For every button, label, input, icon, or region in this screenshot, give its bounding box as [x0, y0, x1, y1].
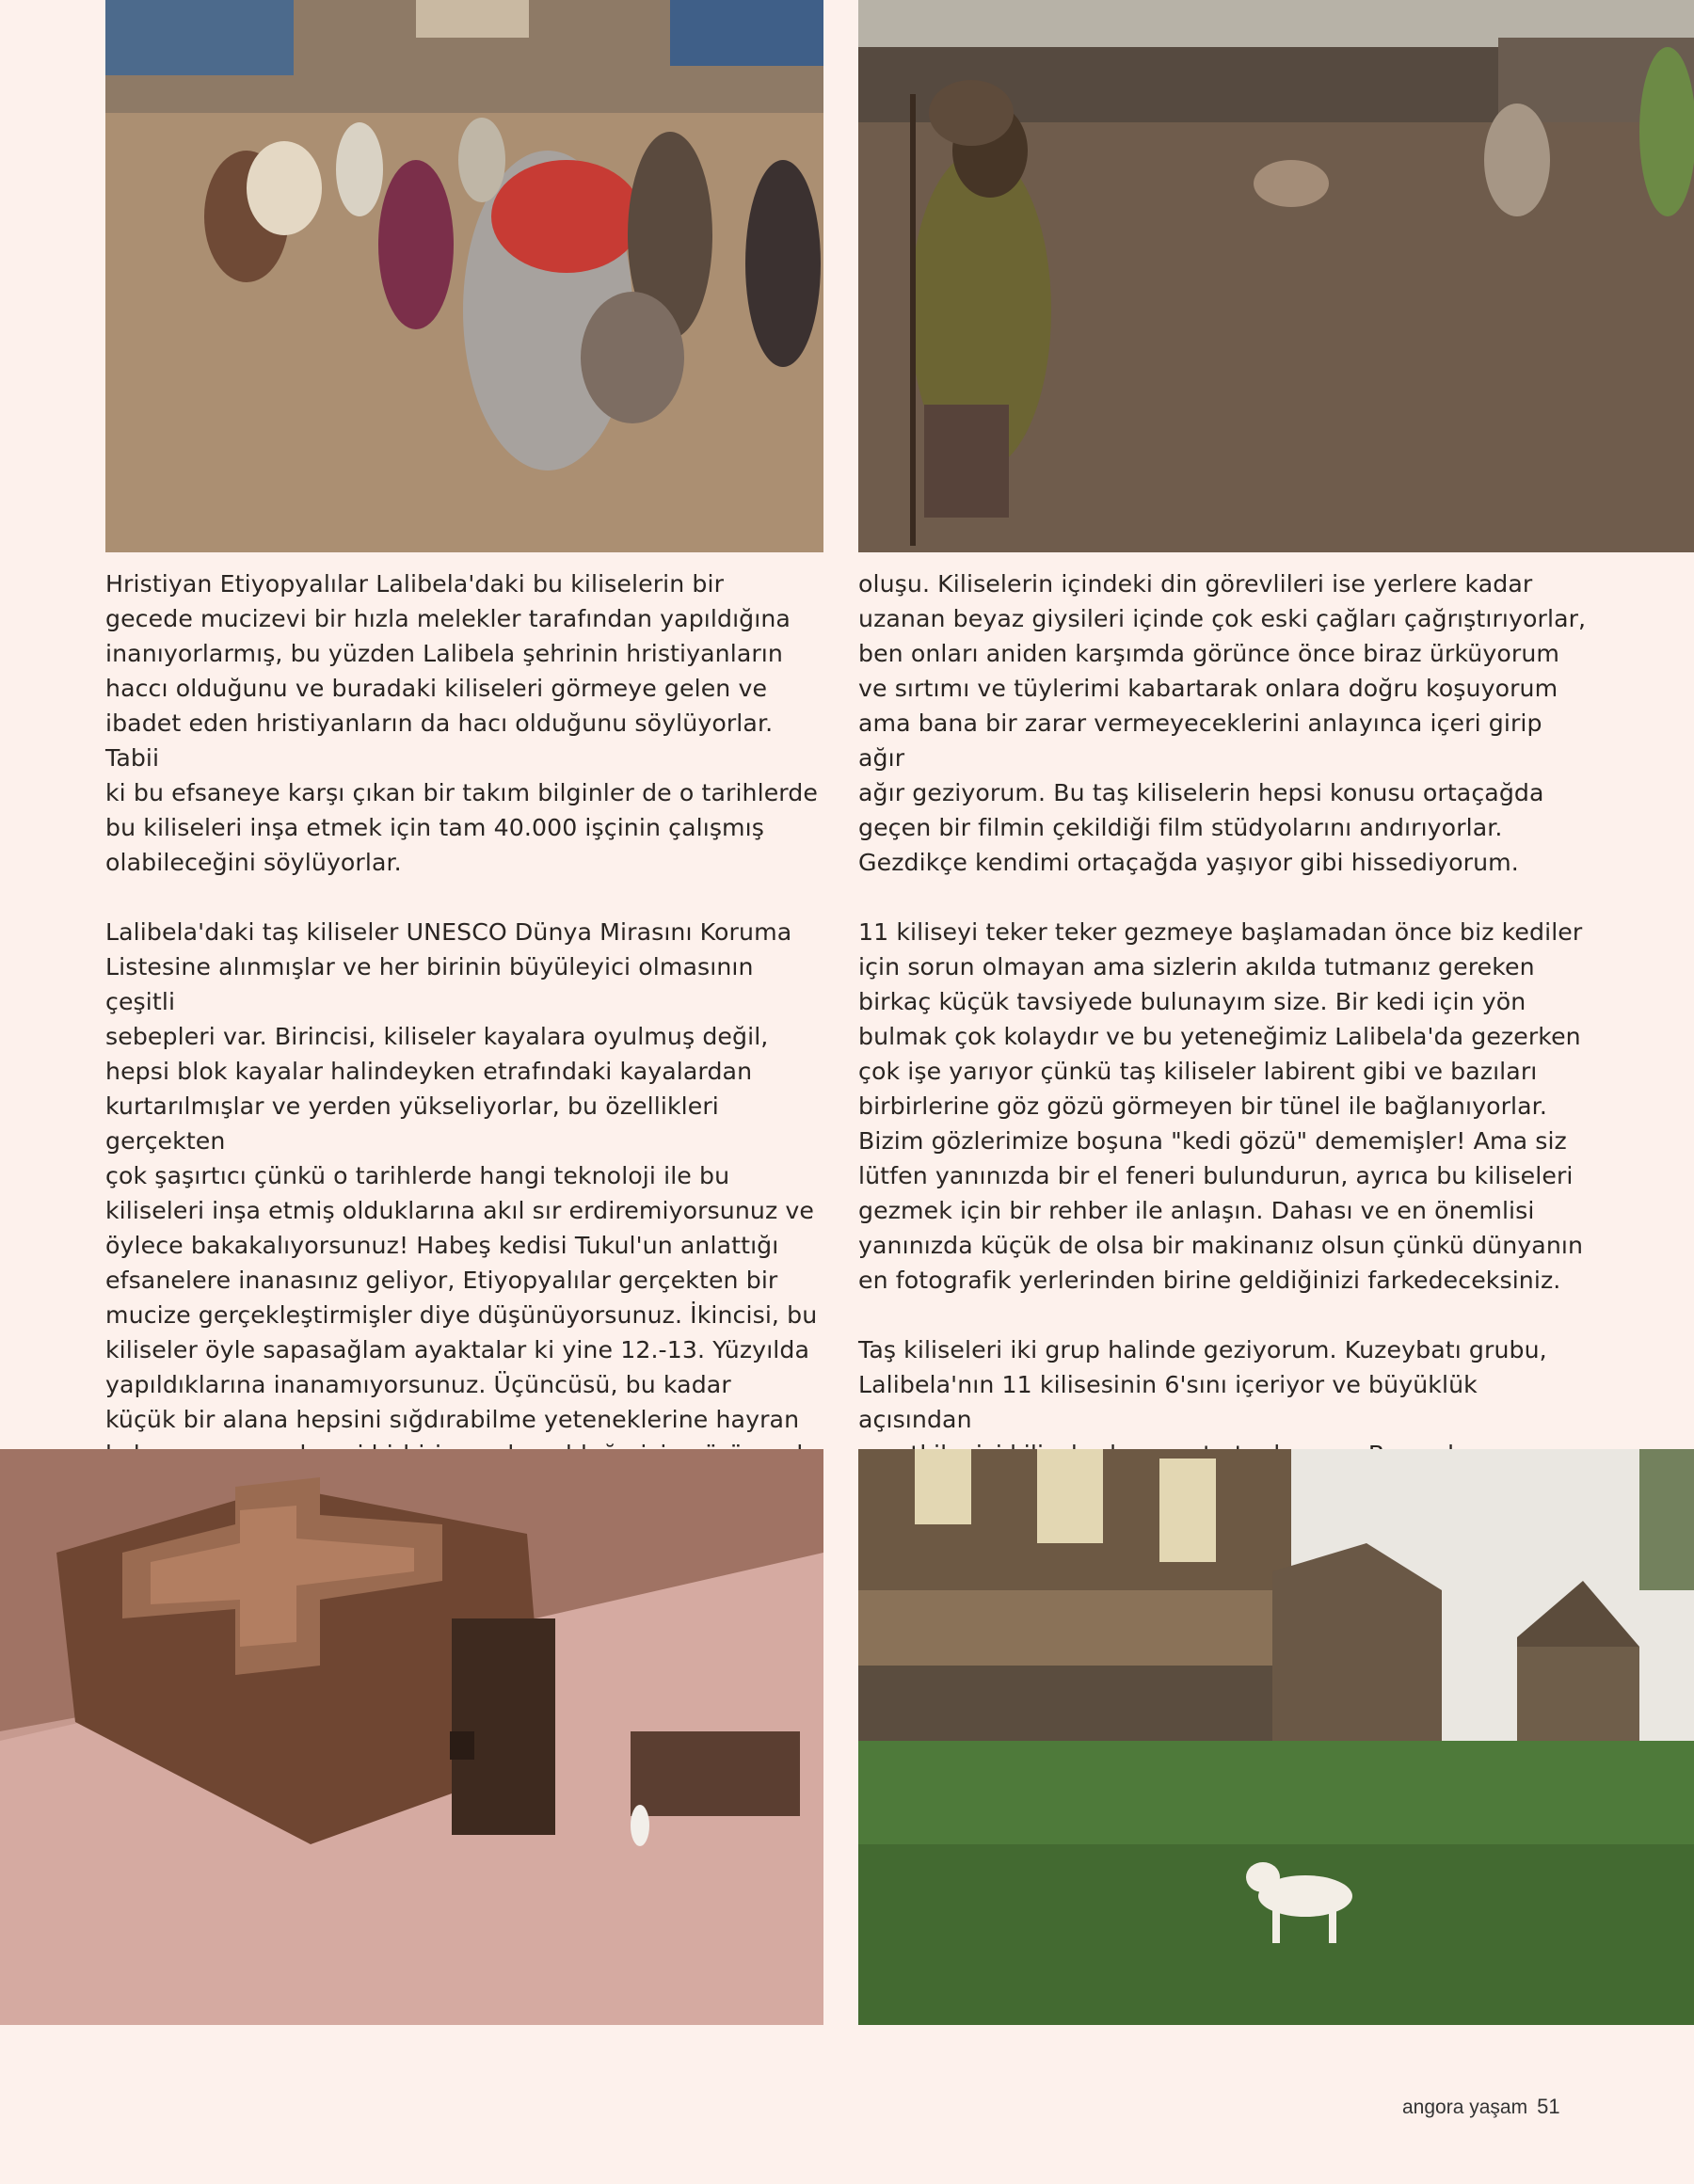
article-column-left: [105, 566, 830, 1576]
magazine-name: angora yaşam: [1402, 2096, 1528, 2118]
cat-on-grass-photo: [858, 1449, 1694, 2025]
page-footer: [1402, 2095, 1560, 2119]
article-column-right: [858, 566, 1592, 1541]
rock-hewn-church-photo: [0, 1449, 823, 2025]
paragraph: oluşu. Kiliselerin içindeki din görevlileri ise yerlere kadar uzanan beyaz giysileri içinde çok eski çağları çağrıştırıyorlar, ben onları aniden karşımda görünce önce biraz ürküyorum ve sırtımı ve tüylerimi kabartarak onlara doğru koşuyorum ama bana bir zarar vermeyeceklerini anlayınca içeri girip ağır ağır geziyorum. Bu taş kiliselerin hepsi konusu ortaçağda geçen bir filmin çekildiği film stüdyolarını andırıyorlar. Gezdikçe kendimi ortaçağda yaşıyor gibi hissediyorum.: [858, 570, 1587, 876]
pilgrims-crowd-photo: [105, 0, 823, 552]
paragraph: 11 kiliseyi teker teker gezmeye başlamadan önce biz kediler için sorun olmayan ama sizlerin akılda tutmanız gereken birkaç küçük tavsiyede bulunayım size. Bir kedi için yön bulmak çok kolaydır ve bu yeteneğimiz Lalibela'da gezerken çok işe yarıyor çünkü taş kiliseler labirent gibi ve bazıları birbirlerine göz gözü görmeyen bir tünel ile bağlanıyorlar. Bizim gözlerimize boşuna "kedi gözü" dememişler! Ama siz lütfen yanınızda bir el feneri bulundurun, ayrıca bu kiliseleri gezmek için bir rehber ile anlaşın. Dahası ve en önemlisi yanınızda küçük de olsa bir makinanız olsun çünkü dünyanın en fotografik yerlerinden birine geldiğinizi farkedeceksiniz.: [858, 918, 1584, 1294]
elder-with-staff-photo: [858, 0, 1694, 552]
paragraph: Lalibela'daki taş kiliseler UNESCO Dünya Mirasını Koruma Listesine alınmışlar ve her birinin büyüleyici olmasının çeşitli sebepleri var. Birincisi, kiliseler kayalara oyulmuş değil, hepsi blok kayalar halindeyken etrafındaki kayalardan kurtarılmışlar ve yerden yükseliyorlar, bu özellikleri gerçekten çok şaşırtıcı çünkü o tarihlerde hangi teknoloji ile bu kiliseleri inşa etmiş olduklarına akıl sır erdiremiyorsunuz ve öylece bakakalıyorsunuz! Habeş kedisi Tukul'un anlattığı efsanelere inanasınız geliyor, Etiyopyalılar gerçekten bir mucize gerçekleştirmişler diye düşünüyorsunuz. İkincisi, bu kiliseler öyle sapasağlam ayaktalar ki yine 12.-13. Yüzyılda yapıldıklarına inanamıyorsunuz. Üçüncüsü, bu kadar küçük bir alana hepsini sığdırabilme yeteneklerine hayran: [105, 918, 818, 1433]
page-number: 51: [1537, 2095, 1560, 2118]
paragraph: Hristiyan Etiyopyalılar Lalibela'daki bu kiliselerin bir gecede mucizevi bir hızla melekler tarafından yapıldığına inanıyorlarmış, bu yüzden Lalibela şehrinin hristiyanların haccı olduğunu ve buradaki kiliseleri görmeye gelen ve ibadet eden hristiyanların da hacı olduğunu söylüyorlar. Tabii ki bu efsaneye karşı çıkan bir takım bilginler de o tarihlerde bu kiliseleri inşa etmek için tam 40.000 işçinin çalışmış olabileceğini söylüyorlar.: [105, 570, 818, 876]
paragraph: Taş kiliseleri iki grup halinde geziyorum. Kuzeybatı grubu, Lalibela'nın 11 kilisesinin 6'sını içeriyor ve büyüklük açısından: [858, 1336, 1547, 1433]
